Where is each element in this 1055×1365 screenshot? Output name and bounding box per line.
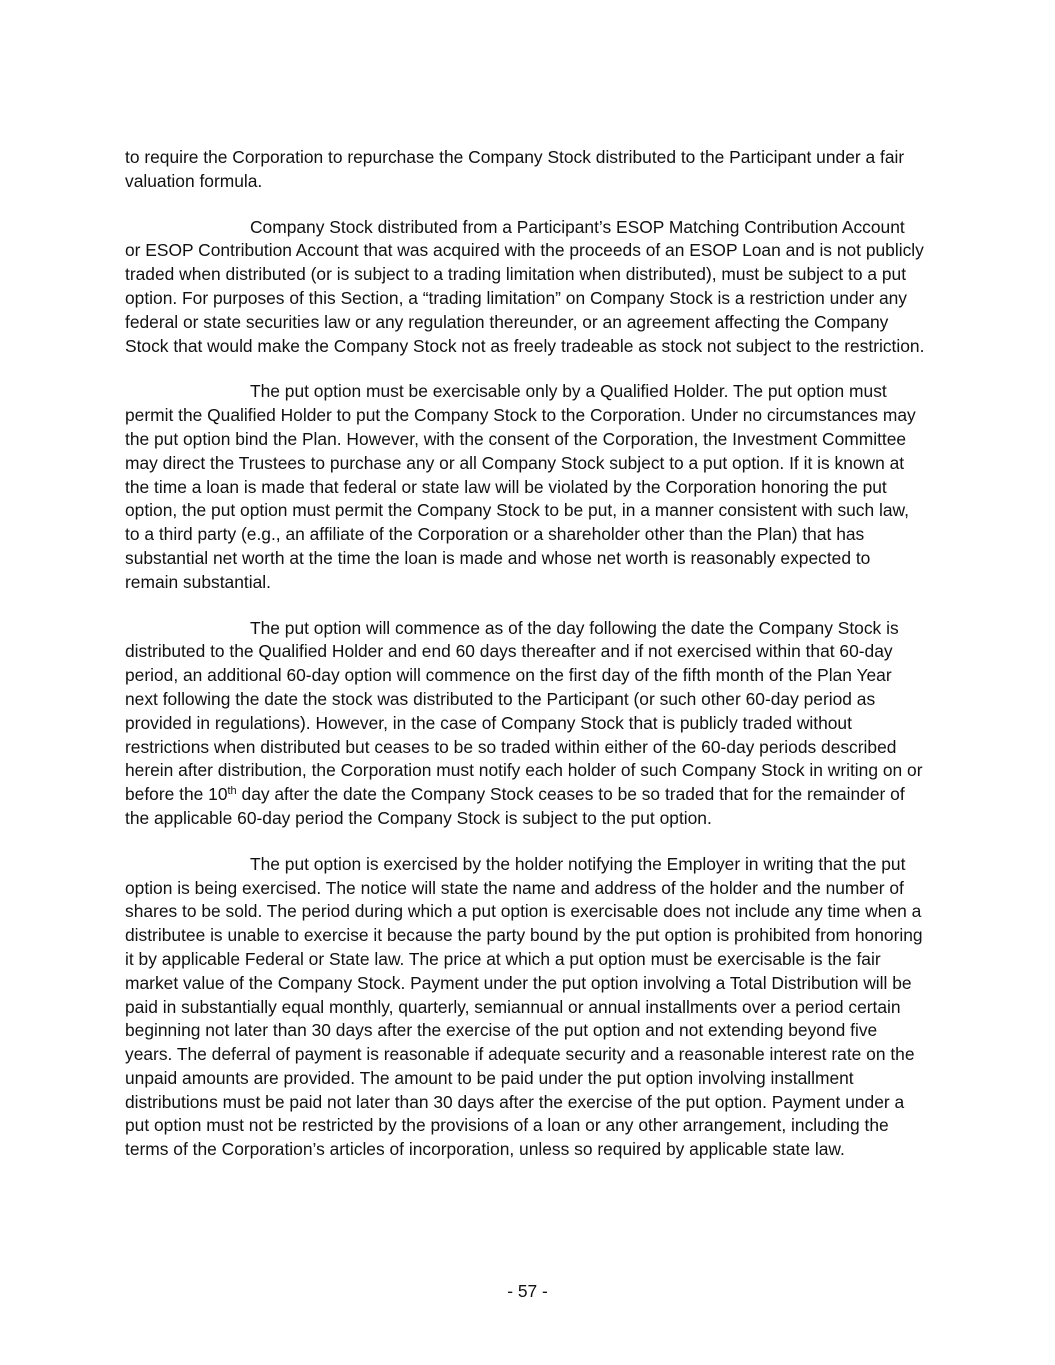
paragraph-qualified-holder: The put option must be exercisable only by a Qualified Holder. The put option must permit the Qualified Holder to put the Company Stock to the Corporation. Under no circumstances may the put option bind the Plan. However, with the consent of the Corporation, the Investment Committee may direct the Trustees to purchase any or all Company Stock subject to a put option. If it is known at the time a loan is made that federal or state law will be violated by the Corporation honoring the put option, the put option must permit the Company Stock to be put, in a manner consistent with such law, to a third party (e.g., an affiliate of the Corporation or a shareholder other than the Plan) that has substantial net worth at the time the loan is made and whose net worth is reasonably expected to remain substantial. [125, 381, 916, 592]
ordinal-superscript: th [227, 785, 237, 798]
paragraph-put-option-exercise: The put option is exercised by the holder notifying the Employer in writing that the put option is being exercised. The notice will state the name and address of the holder and the number of shares to be sold. The period during which a put option is exercisable does not include any time when a distributee is unable to exercise it because the party bound by the put option is prohibited from honoring it by applicable Federal or State law. The price at which a put option must be exercisable is the fair market value of the Company Stock. Payment under the put option involving a Total Distribution will be paid in substantially equal monthly, quarterly, semiannual or annual installments over a period certain beginning not later than 30 days after the exercise of the put option and not extending beyond five years. The deferral of payment is reasonable if adequate security and a reasonable interest rate on the unpaid amounts are provided. The amount to be paid under the put option involving installment distributions must be paid not later than 30 days after the exercise of the put option. Payment under a put option must not be restricted by the provisions of a loan or any other arrangement, including the terms of the Corporation’s articles of incorporation, unless so required by applicable state law. [125, 853, 923, 1160]
paragraph-put-option-period-text-before: The put option will commence as of the day following the date the Company Stock is distributed to the Qualified Holder and end 60 days thereafter and if not exercised within that 60-day period, an additional 60-day option will commence on the first day of the fifth month of the Plan Year next following the date the stock was distributed to the Participant (or such other 60-day period as provided in regulations). However, in the case of Company Stock that is publicly traded without restrictions when distributed but ceases to be so traded within either of the 60-day periods described herein after distribution, the Corporation must notify each holder of such Company Stock in writing on or before the 10 [125, 617, 923, 805]
paragraph-put-option-period [125, 617, 925, 831]
paragraph-put-option-requirement: Company Stock distributed from a Participant’s ESOP Matching Contribution Account or ESOP Contribution Account that was acquired with the proceeds of an ESOP Loan and is not publicly traded when distributed (or is subject to a trading limitation when distributed), must be subject to a put option. For purposes of this Section, a “trading limitation” on Company Stock is a restriction under any federal or state securities law or any regulation thereunder, or an agreement affecting the Company Stock that would make the Company Stock not as freely tradeable as stock not subject to the restriction. [125, 216, 925, 356]
document-body [125, 146, 925, 1184]
paragraph-put-option-period-text-after: day after the date the Company Stock ceases to be so traded that for the remainder of the applicable 60-day period the Company Stock is subject to the put option. [125, 784, 905, 828]
page-number: - 57 - [507, 1281, 548, 1301]
paragraph-repurchase-continuation: to require the Corporation to repurchase the Company Stock distributed to the Participant under a fair valuation formula. [125, 147, 905, 191]
